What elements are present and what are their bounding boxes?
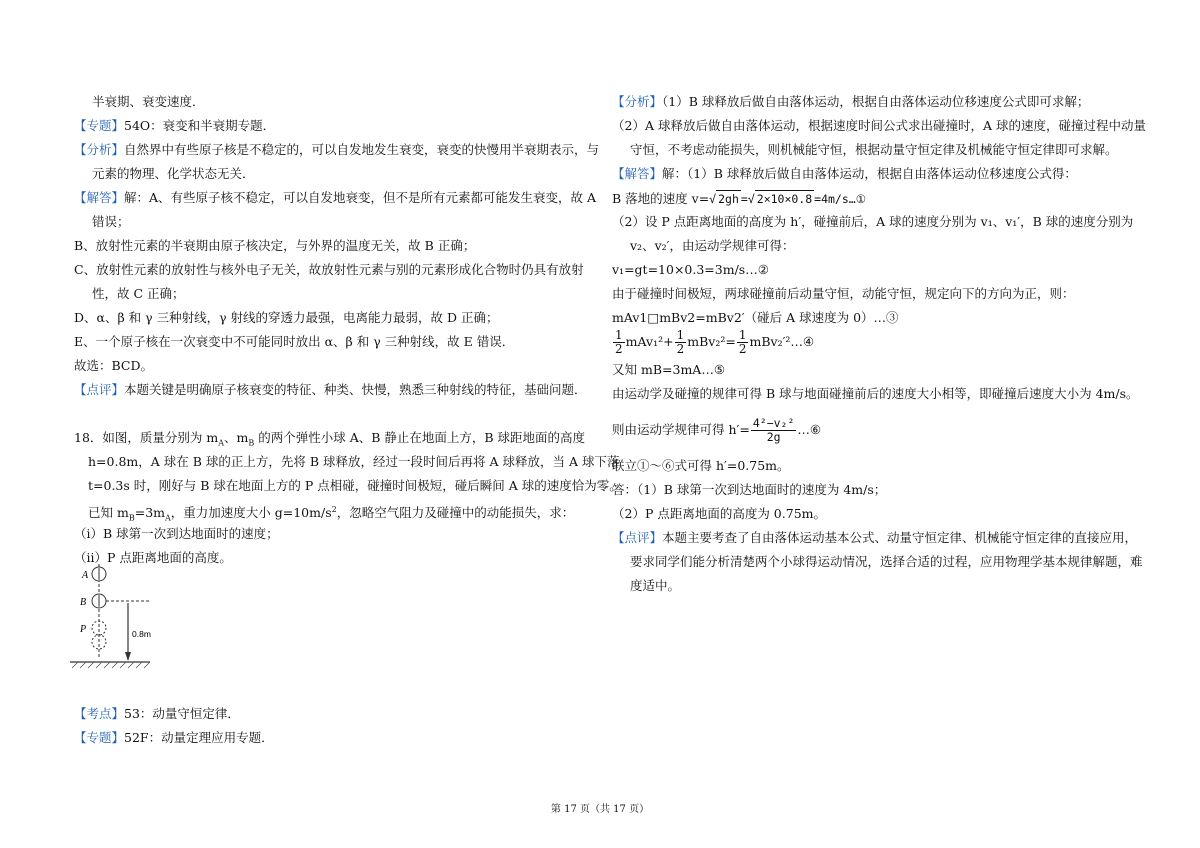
section-text: （1）B 球释放后做自由落体运动，根据自由落体运动位移速度公式即可求解； (662, 94, 1090, 109)
ground-hatch (72, 662, 150, 668)
text-line: 性，故 C 正确； (92, 286, 185, 301)
question-line: （i）B 球第一次到达地面时的速度； (74, 526, 279, 541)
section-tag: 【解答】 (612, 166, 663, 181)
section-text: 本题关键是明确原子核衰变的特征、种类、快慢，熟悉三种射线的特征，基础问题． (124, 382, 587, 397)
section-text: 本题主要考查了自由落体运动基本公式、动量守恒定律、机械能守恒定律的直接应用， (662, 530, 1138, 545)
formula-line: mAv1□mBv2=mBv2′（碰后 A 球速度为 0）…③ (612, 310, 899, 325)
section-text: 解：A、有些原子核不稳定，可以自发地衰变，但不是所有元素都可能发生衰变，故 A (124, 190, 597, 205)
section-text: 解：（1）B 球释放后做自由落体运动，根据自由落体运动位移速度公式得： (662, 166, 1077, 181)
label-p: P (80, 624, 87, 635)
section-text: 53：动量守恒定律． (124, 706, 240, 721)
formula-line: $\frac{1}{2}$ mAv₁²+ $\frac{1}{2}$ mBv₂²= $\frac{1}{2}$ mBv₂′²…④ (615, 328, 815, 356)
text-line: 联立①～⑥式可得 h′=0.75m。 (612, 458, 790, 473)
jieda-line (74, 190, 596, 206)
fenxi-line (74, 142, 599, 158)
text-line: 半衰期、衰变速度． (92, 94, 205, 109)
section-tag: 【专题】 (74, 118, 125, 133)
jieda-line (612, 166, 1077, 182)
section-tag: 【专题】 (74, 730, 125, 745)
zhuanti-line (74, 118, 275, 134)
text-line: 故选：BCD。 (74, 358, 154, 373)
section-tag: 【分析】 (74, 142, 125, 157)
formula-line: 又知 mB=3mA…⑤ (612, 362, 726, 377)
question-line: （ii）P 点距离地面的高度。 (74, 550, 232, 565)
page-footer: 第 17 页（共 17 页） (550, 804, 650, 815)
dianping-line (74, 382, 587, 398)
height-label: 0.8m (132, 629, 151, 639)
text-line: 要求同学们能分析清楚两个小球得运动情况，选择合适的过程，应用物理学基本规律解题，难 (630, 554, 1143, 569)
question-line: 18．如图，质量分别为 $m_A$、$m_B$ 的两个弹性小球 A、B 静止在地面上方，B 球距地面的高度 (74, 430, 586, 448)
question-line: t=0.3s 时，刚好与 B 球在地面上方的 P 点相碰，碰撞时间极短，碰后瞬间 A 球的速度恰为零。 (88, 478, 622, 493)
section-tag: 【分析】 (612, 94, 663, 109)
text-line: 由于碰撞时间极短，两球碰撞前后动量守恒，动能守恒，规定向下的方向为正，则： (612, 286, 1075, 301)
section-text: 52F：动量定理应用专题． (124, 730, 274, 745)
section-text: 自然界中有些原子核是不稳定的，可以自发地发生衰变，衰变的快慢用半衰期表示，与 (124, 142, 600, 157)
text-line: （2）P 点距离地面的高度为 0.75m。 (612, 506, 826, 521)
physics-figure (68, 562, 158, 672)
section-text: 54O：衰变和半衰期专题． (124, 118, 276, 133)
question-line: 已知 $m_B=3m_A$，重力加速度大小 $g=10m/s^2$，忽略空气阻力及碰撞中的动能损失，求： (88, 505, 575, 523)
text-line: 守恒，不考虑动能损失，则机械能守恒，根据动量守恒定律及机械能守恒定律即可求解。 (630, 142, 1118, 157)
fenxi-line (612, 94, 1089, 110)
section-tag: 【解答】 (74, 190, 125, 205)
kaodian-line (74, 706, 240, 722)
question-line: h=0.8m，A 球在 B 球的正上方，先将 B 球释放，经过一段时间后再将 A 球释放，当 A 球下落 (88, 454, 620, 469)
formula-line: B 落地的速度 v=√ 2gh =√ 2×10×0.8 =4m/s…① (612, 191, 867, 206)
formula-line: 则由运动学规律可得 h′= $\frac{\text{4²−v₂²}}{2g}$ …⑥ (612, 416, 822, 444)
text-line: （2）A 球释放后做自由落体运动，根据速度时间公式求出碰撞时，A 球的速度，碰撞过程中动量 (612, 118, 1146, 133)
balls-diagram (68, 562, 158, 672)
dianping-line (612, 530, 1137, 546)
text-line: 由运动学及碰撞的规律可得 B 球与地面碰撞前后的速度大小相等，即碰撞后速度大小为 4m/s。 (612, 386, 1139, 401)
label-a: A (82, 570, 89, 581)
text-line: 答：（1）B 球第一次到达地面时的速度为 4m/s； (612, 482, 887, 497)
section-tag: 【点评】 (612, 530, 663, 545)
text-line: E、一个原子核在一次衰变中不可能同时放出 α、β 和 γ 三种射线，故 E 错误． (74, 334, 515, 349)
text-line: 元素的物理、化学状态无关． (92, 166, 255, 181)
text-line: B、放射性元素的半衰期由原子核决定，与外界的温度无关，故 B 正确； (74, 238, 476, 253)
text-line: C、放射性元素的放射性与核外电子无关，故放射性元素与别的元素形成化合物时仍具有放射 (74, 262, 584, 277)
text-line: D、α、β 和 γ 三种射线，γ 射线的穿透力最强，电离能力最弱，故 D 正确； (74, 310, 499, 325)
text-line: v₂、v₂′，由运动学规律可得： (630, 238, 795, 253)
zhuanti2-line (74, 730, 274, 746)
formula-line: v₁=gt=10×0.3=3m/s…② (612, 262, 769, 277)
section-tag: 【考点】 (74, 706, 125, 721)
ball-p (92, 621, 106, 635)
text-line: 错误； (92, 214, 130, 229)
label-b: B (80, 597, 87, 608)
text-line: （2）设 P 点距离地面的高度为 h′，碰撞前后，A 球的速度分别为 v₁、v₁′，B 球的速度分别为 (612, 214, 1134, 229)
text-line: 度适中。 (630, 578, 681, 593)
section-tag: 【点评】 (74, 382, 125, 397)
